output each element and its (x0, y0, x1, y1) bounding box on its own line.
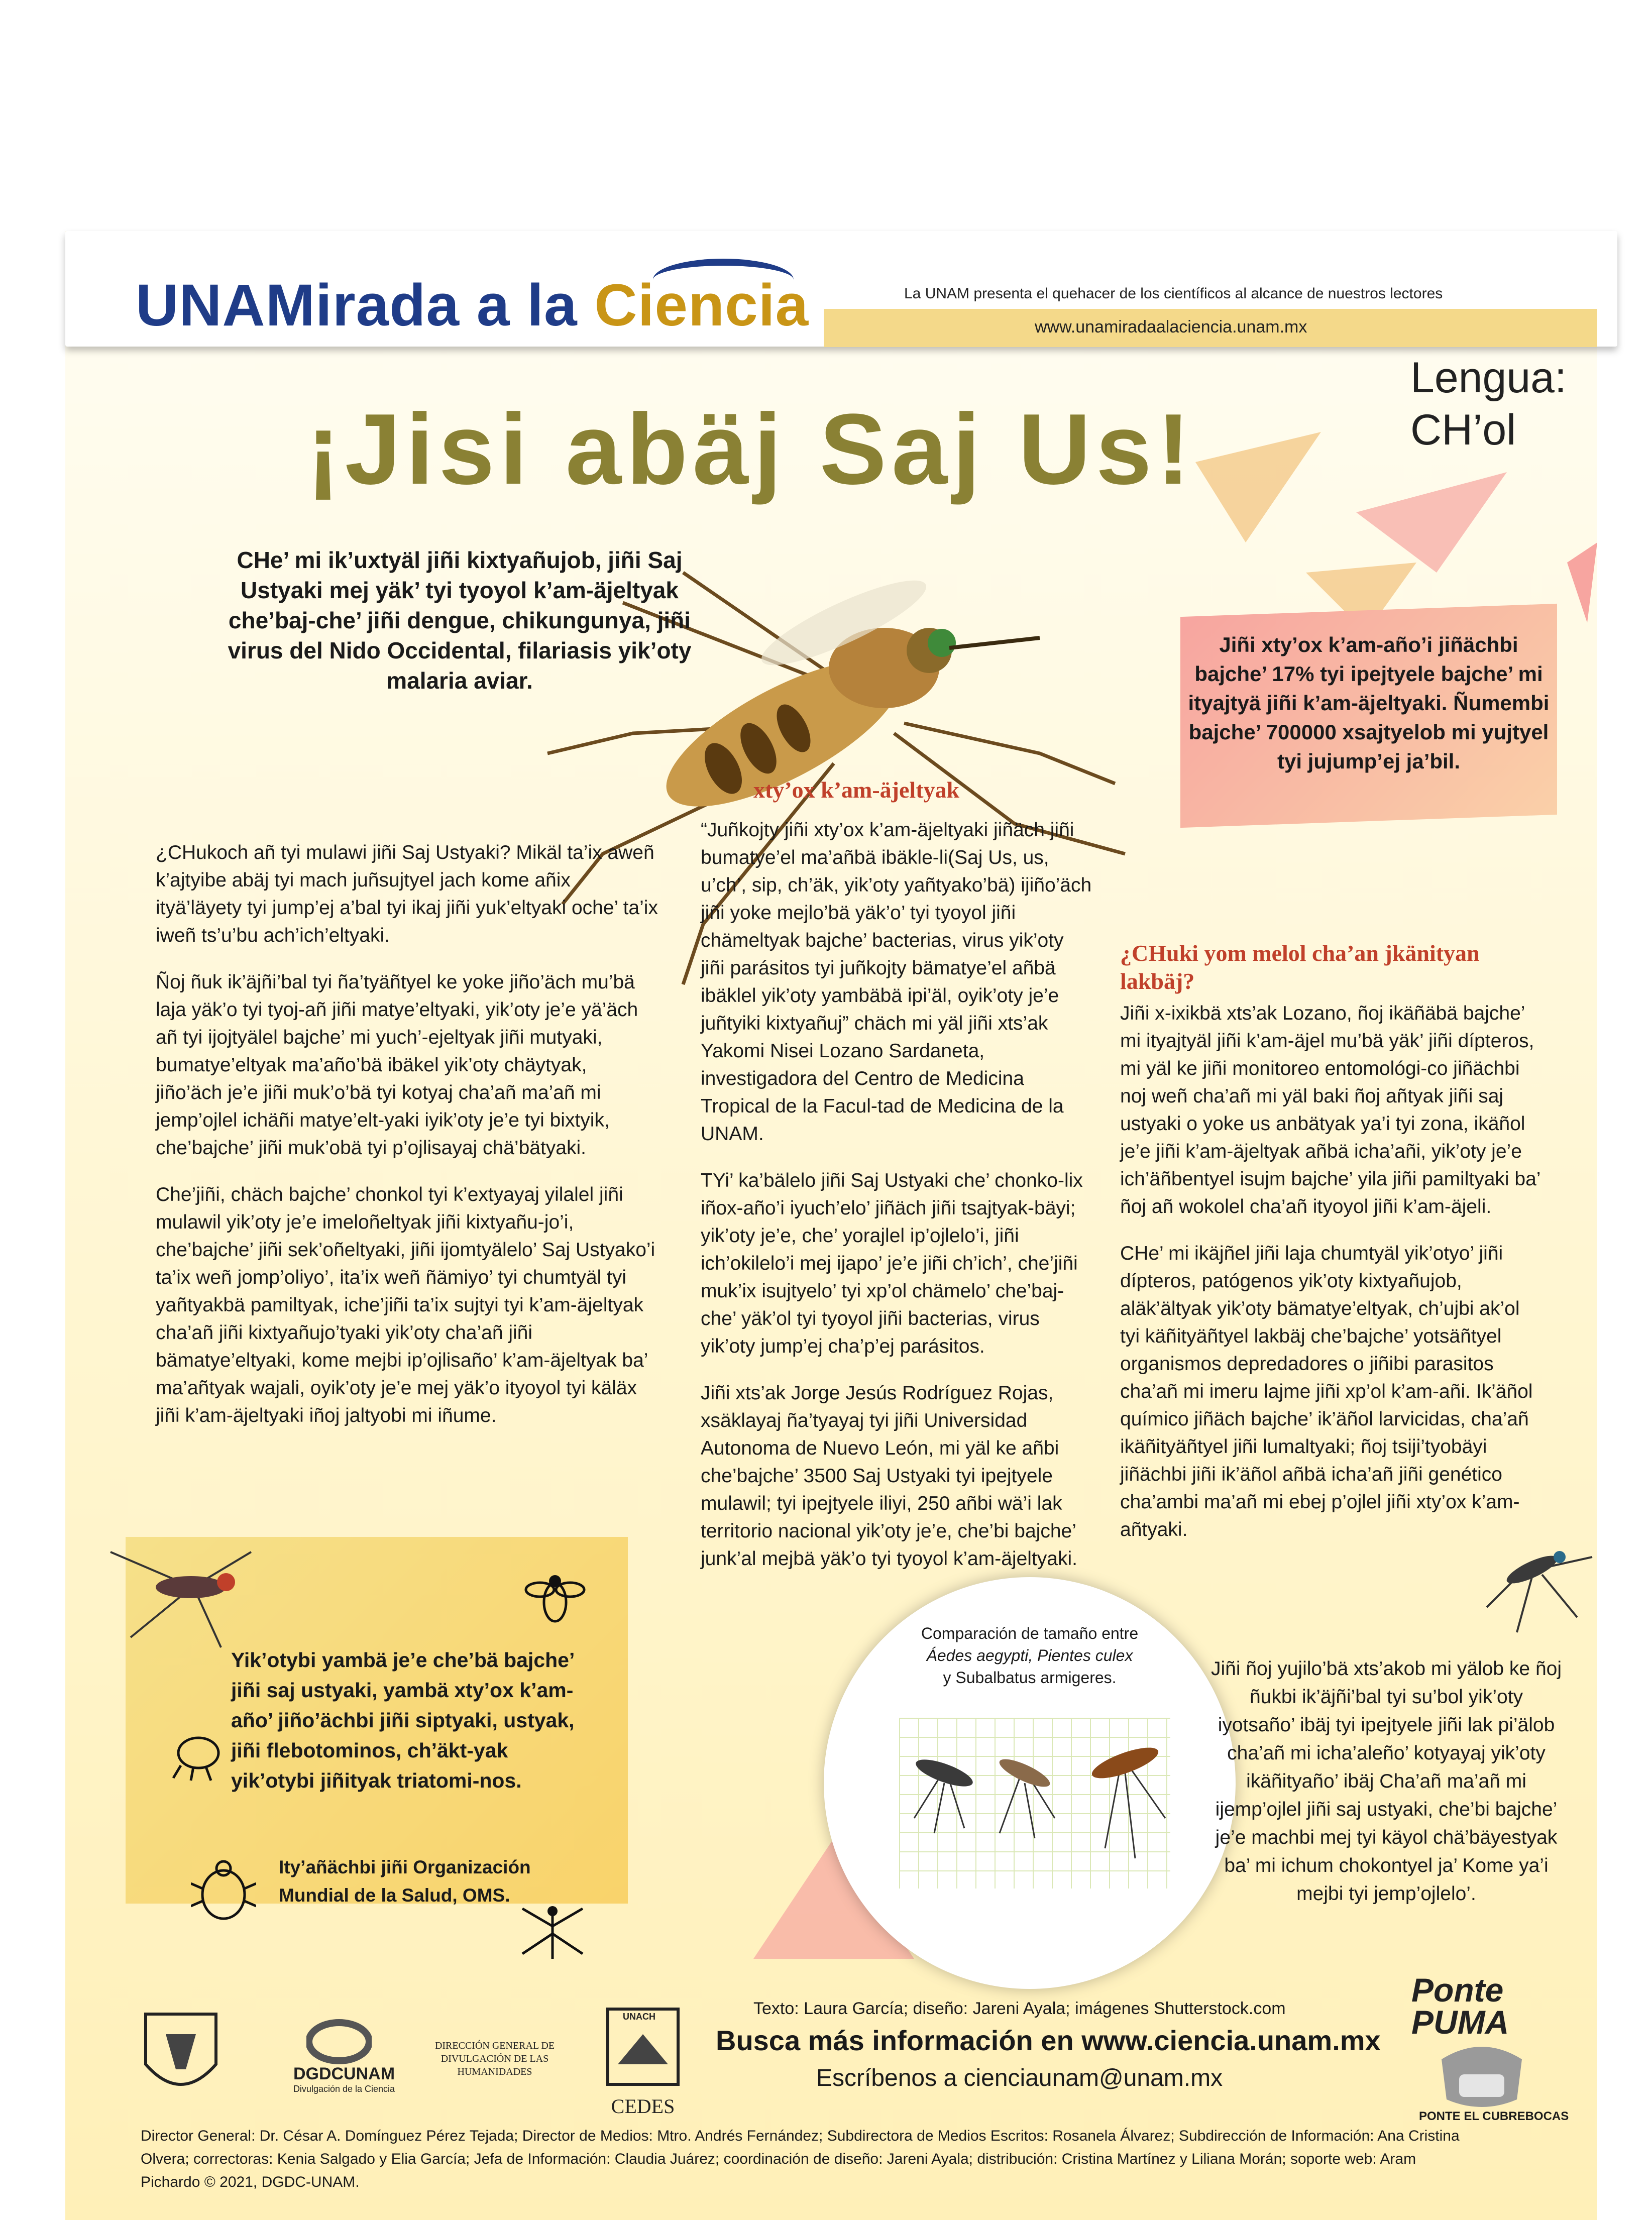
dgdc-logo (279, 2064, 409, 2094)
column-left-paragraph: Che’jiñi, chäch bajche’ chonkol tyi k’extyayaj yilalel jiñi mulawil yik’oty je’e imeloñeltyak jiñi kixtyañu-jo’i, che’bajche’ jiñi sek’oñeltyaki, jiñi ijomtyälelo’ Saj Ustyako’i ta’ix weñ jomp’oliyo’, ita’ix weñ ñämiyo’ tyi chumtyäl tyi yañtyakbä pamiltyak, iche’jiñi ta’ix sujtyi tyi k’am-äjeltyak cha’añ jiñi kixtyañujo’tyaki yik’oty cha’añ jiñi bämatye’eltyaki, kome mejbi ip’ojlisaño’ k’am-äjeltyak ba’ ma’añtyak wajali, oyik’oty je’e mej yäk’o ityoyol tyi käläx jiñi k’am-äjeltyaki iñoj jaltyobi mi iñume. (156, 1184, 655, 1426)
puma-footer-text: PONTE EL CUBREBOCAS (1419, 2110, 1569, 2123)
more-info-link[interactable]: Busca más información en www.ciencia.unam.mx (716, 2025, 1381, 2056)
logo-arc-icon (653, 259, 794, 301)
bed-bug-icon (191, 1858, 256, 1924)
column-right-paragraph: Jiñi x-ixikbä xts’ak Lozano, ñoj ikäñäbä bajche’ mi ityajtyäl jiñi k’am-äjel mu’bä yäk’ jiñi dípteros, mi yäl ke jiñi monitoreo entomológi-co jiñächbi noj weñ cha’añ mi yäl baki ñoj añtyak jiñi saj ustyaki o yoke us anbätyak ya’i tyi zona, ikäñol je’e jiñi k’am-äjeltyak añbä icha’añi, yik’oty je’e ich’äñbentyel isujm bajche’ yila jiñi pamiltyaki ba’ ñoj añ wokolel cha’añ ityoyol jiñi k’am-äjeli. (1120, 1003, 1540, 1217)
logo-text-unam: UNAM (136, 272, 315, 339)
column-middle-paragraph: Jiñi xts’ak Jorge Jesús Rodríguez Rojas, xsäklayaj ña’tyayaj tyi jiñi Universidad Autonoma de Nuevo León, mi yäl ke añbi che’bajche’ 3500 Saj Ustyaki tyi ipejtyele mulawil; tyi ipejtyele iliyi, 250 añbi wä’i lak territorio nacional yik’oty je’e, che’bi bajche’ junk’al mejbä yäk’o tyi tyoyol k’am-äjeltyaki. (701, 1382, 1077, 1570)
small-mosquito-icon (100, 1522, 261, 1652)
bottom-right-paragraph: Jiñi ñoj yujilo’bä xts’akob mi yälob ke ñoj ñukbi ik’äjñi’bal tyi su’bol yik’oty iyotsaño’ ibäj tyi ipejtyele jiñi lak pi’älob cha’añ mi icha’aleño’ kotyayaj yik’oty ikäñityaño’ ibäj Cha’añ ma’añ mi ijemp’ojlel jiñi saj ustyaki, che’bi bajche’ je’e machbi mej tyi käyol chä’bäyestyak ba’ mi ichum chokontyel ja’ Kome ya’i mejbi tyi jemp’ojlelo’. (1210, 1658, 1562, 1905)
contact-email[interactable]: Escríbenos a cienciaunam@unam.mx (816, 2065, 1223, 2091)
column-left (156, 839, 658, 1449)
column-left-paragraph: Ñoj ñuk ik’äjñi’bal tyi ña’tyäñtyel ke yoke jiño’äch mu’bä laja yäk’o tyi tyoj-añ jiñi matye’eltyaki, yik’oty je’e yä’äch añ tyi ijojtyälel bajche’ mi yuch’-ejeltyak jiñi mutyaki, bumatye’eltyak ma’año’bä ibäkel yik’oty chäytyak, jiño’äch je’e jiñi muk’o’bä tyi kotyaj cha’añ ma’añ mi jemp’ojlel ichäñi matye’elt-yaki iyik’oty je’e tyi bixtyik, che’bajche’ jiñi muk’obä tyi p’ojlisayaj chä’bätyaki. (156, 971, 638, 1159)
dgdc-logo-name: DGDCUNAM (293, 2064, 395, 2083)
column-middle-paragraph: TYi’ ka’bälelo jiñi Saj Ustyaki che’ chonko-lix iñox-año’i iyuch’elo’ jiñäch jiñi tsajtyak-bäyi; yik’oty je’e, che’ yorajlel ip’ojlelo’i, jiñi ich’okilelo’i mej ijapo’ je’e jiñi ch’ich’, che’jiñi muk’ix isujtyelo’ tyi xp’ol chämelo’ che’baj-che’ yäk’ol tyi tyoyol jiñi bacterias, virus yik’oty jump’ej cha’p’ej parásitos. (701, 1170, 1083, 1357)
puma-title-line2: PUMA (1411, 2004, 1509, 2041)
puma-title-line1: Ponte (1411, 1971, 1504, 2009)
column-left-paragraph: ¿CHukoch añ tyi mulawi jiñi Saj Ustyaki? Mikäl ta’ix aweñ k’ajtyibe abäj tyi mach juñsujtyel jach kome añix ityä’läyety tyi jump’ej a’bal tyi ikaj jiñi yuk’eltyaki oche’ ta’ix iweñ ts’u’bu ach’ich’eltyaki. (156, 842, 658, 946)
comparison-caption (824, 1622, 1236, 1689)
column-middle (701, 816, 1092, 1592)
intro-paragraph: CHe’ mi ik’uxtyäl jiñi kixtyañujob, jiñi Saj Ustyaki mej yäk’ tyi tyoyol k’am-äjeltyak che’baj-che’ jiñi dengue, chikungunya, jiñi virus del Nido Occidental, filariasis yik’oty malaria aviar. (228, 547, 692, 694)
ponte-puma-title (1411, 1971, 1509, 2041)
humanidades-logo: DIRECCIÓN GENERAL DE DIVULGACIÓN DE LAS HUMANIDADES (434, 2040, 555, 2077)
dgdc-logo-icon (306, 2019, 372, 2064)
language-label-line1: Lengua: (1410, 354, 1567, 402)
side-note-source: Ity’añächbi jiñi Organización Mundial de la Salud, OMS. (279, 1857, 531, 1906)
tagline: La UNAM presenta el quehacer de los científicos al alcance de nuestros lectores (904, 285, 1443, 302)
mosquito-comparison-circle (824, 1577, 1236, 1989)
section-subtitle-vectors: xty’ox k’am-äjeltyak (753, 777, 960, 803)
section-subtitle-prevention: ¿CHuki yom melol cha’an jkänityan lakbäj? (1120, 940, 1480, 994)
cedes-logo: CEDES (611, 2095, 675, 2118)
column-right-paragraph: CHe’ mi ikäjñel jiñi laja chumtyäl yik’otyo’ jiñi dípteros, patógenos yik’oty kixtyañujob, aläk’ältyak yik’oty bämatye’eltyak, ch’ujbi ak’ol tyi käñityäñtyel lakbäj che’bajche’ yotsäñtyel organismos depredadores o jiñibi parasitos cha’añ mi imeru lajme jiñi xp’ol k’am-añi. Ik’äñol químico jiñäch bajche’ ik’äñol larvicidas, cha’añ ikäñityäñtyel jiñi lumaltyaki; ñoj tsiji’tyobäyi jiñächbi jiñi ik’äñol añbä icha’añ jiñi genético cha’ambi ma’añ mi ebej p’ojlel jiñi xty’ox k’am-añtyaki. (1120, 1243, 1533, 1540)
unach-logo-label: UNACH (623, 2012, 655, 2022)
flea-icon (171, 1728, 226, 1783)
comparison-mosquitoes-icon (884, 1718, 1185, 1899)
page-title: ¡Jisi abäj Saj Us! (306, 393, 1195, 505)
logo-text-ciencia: Ciencia (594, 272, 809, 339)
language-label (1410, 352, 1567, 456)
comparison-caption-line3: y Subalbatus armigeres. (943, 1669, 1117, 1687)
fly-icon (522, 1567, 588, 1632)
logo-text-mirada: irada a la (315, 272, 595, 339)
dgdc-logo-sub: Divulgación de la Ciencia (293, 2084, 395, 2094)
header-url[interactable]: www.unamiradaalaciencia.unam.mx (1035, 317, 1307, 337)
puma-mask-icon (1431, 2039, 1532, 2110)
staff-credits-footer: Director General: Dr. César A. Domínguez Pérez Tejada; Director de Medios: Mtro. Andrés Fernández; Subdirectora de Medios Escritos: Rosanela Álvarez; Subdirección de Información: Ana Cristina Olvera; correctoras: Kenia Salgado y Elia García; Jefa de Información: Claudia Juárez; coordinación de diseño: Jareni Ayala; distribución: Cristina Martínez y Liliana Morán; soporte web: Aram Pichardo © 2021, DGDC-UNAM. (141, 2128, 1460, 2190)
language-label-line2: CH’ol (1410, 406, 1516, 454)
credits-line: Texto: Laura García; diseño: Jareni Ayala; imágenes Shutterstock.com (753, 1999, 1286, 2018)
comparison-caption-line2: Áedes aegypti, Pientes culex (926, 1646, 1133, 1664)
stat-callout: Jiñi xty’ox k’am-año’i jiñächbi bajche’ 17% tyi ipejtyele bajche’ mi ityajtyä jiñi k’am-äjeltyaki. Ñumembi bajche’ 700000 xsajtyelob mi yujtyel tyi jujump’ej ja’bil. (1188, 633, 1550, 773)
column-right (1120, 1000, 1542, 1563)
corner-mosquito-icon (1477, 1527, 1597, 1637)
side-note-text: Yik’otybi yambä je’e che’bä bajche’ jiñi saj ustyaki, yambä xty’ox k’am-año’ jiño’ächbi jiñi siptyaki, ustyak, jiñi flebotominos, ch’äkt-yak yik’otybi jiñityak triatomi-nos. (231, 1648, 575, 1792)
column-middle-paragraph: “Juñkojty jiñi xty’ox k’am-äjeltyaki jiñäch jiñi bumatye’el ma’añbä ibäkle-li(Saj Us, us, u’ch’, sip, ch’äk, yik’oty yañtyako’bä) ijiño’äch jiñi yoke mejlo’bä yäk’o’ tyi tyoyol jiñi chämeltyak bajche’ bacterias, virus yik’oty jiñi parásitos tyi juñkojty bämatye’el añbä ibäklel yik’oty yambäbä ipi’äl, oyik’oty je’e juñtyiki kixtyañuj” chäch mi yäl jiñi xts’ak Yakomi Nisei Lozano Sardaneta, investigadora del Centro de Medicina Tropical de la Facul-tad de Medicina de la UNAM. (701, 819, 1092, 1145)
comparison-caption-line1: Comparación de tamaño entre (921, 1624, 1139, 1642)
unam-shield-logo (136, 2004, 226, 2104)
